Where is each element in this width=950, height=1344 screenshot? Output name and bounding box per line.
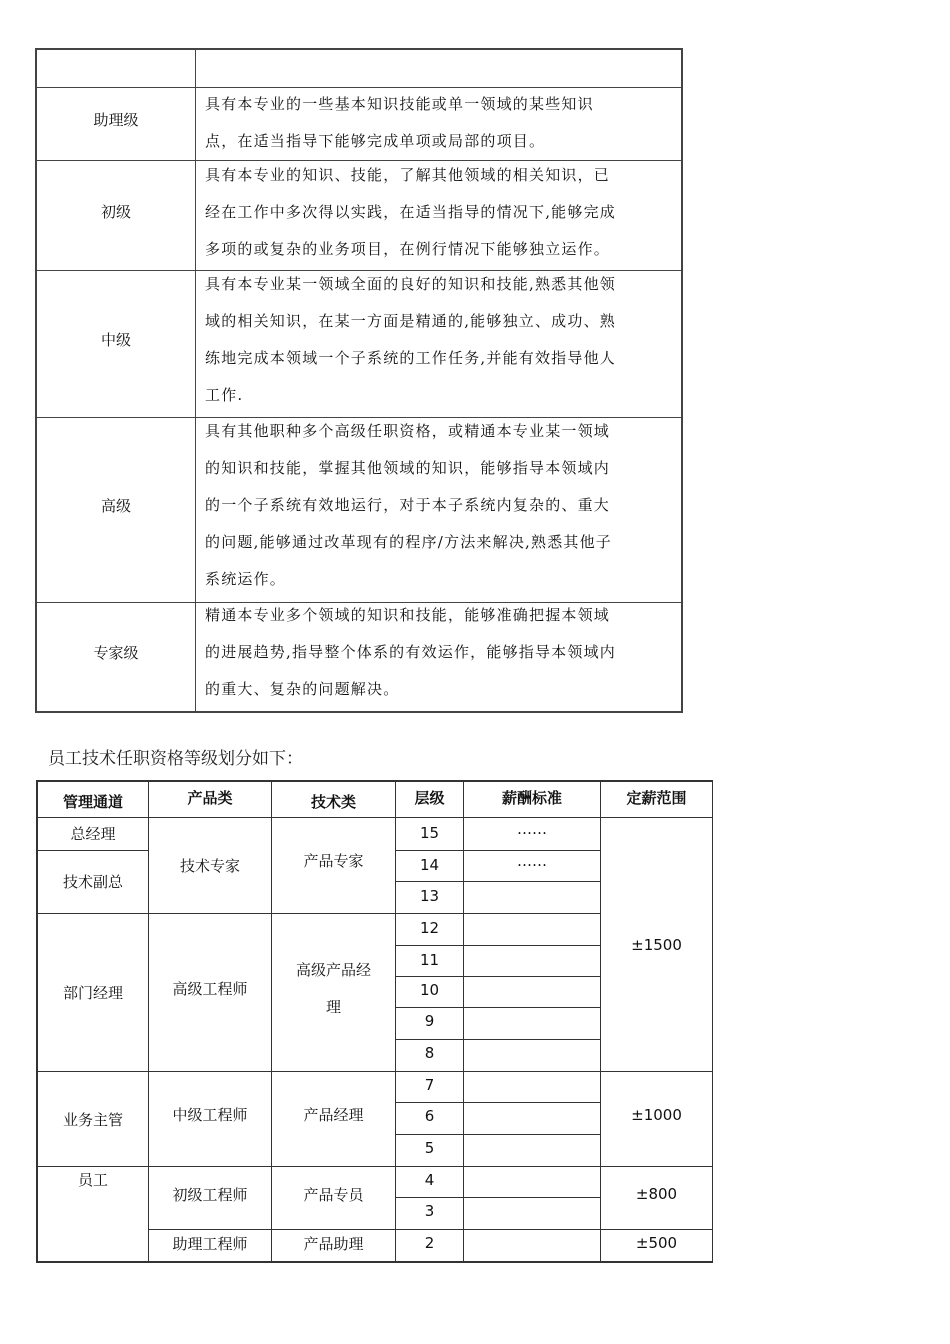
level-description [205,86,675,160]
level-label: 初级 [100,203,131,221]
description-line: 练地完成本领域一个子系统的工作任务,并能有效指导他人 [205,349,616,367]
mgmt-cell: 员工 [77,1171,108,1189]
row-divider [395,1102,600,1103]
row-divider [36,913,600,914]
description-line: 系统运作。 [205,570,287,588]
header-management-track: 管理通道 [62,793,123,811]
level-description [205,597,675,708]
product-cell: 高级工程师 [172,980,248,998]
level-number: 5 [424,1139,435,1157]
level-number: 3 [424,1202,435,1220]
level-number: 4 [424,1171,435,1189]
row-divider [395,976,600,977]
product-cell: 初级工程师 [172,1186,248,1204]
table-border [712,780,713,1263]
description-line: 多项的或复杂的业务项目，在例行情况下能够独立运作。 [205,240,611,258]
description-line: 的问题,能够通过改革现有的程序/方法来解决,熟悉其他子 [205,533,612,551]
salary-range-cell: ±500 [635,1234,678,1252]
product-cell: 技术专家 [179,857,240,875]
level-number: 7 [424,1076,435,1094]
level-number: 11 [419,951,440,969]
row-divider [395,881,600,882]
level-description [205,157,675,268]
description-line: 工作. [205,386,244,404]
product-cell: 中级工程师 [172,1106,248,1124]
level-label: 中级 [100,331,131,349]
level-description [205,413,675,598]
description-line: 的重大、复杂的问题解决。 [205,680,400,698]
row-divider [395,1039,600,1040]
row-divider [395,945,600,946]
row-divider [36,850,148,851]
row-divider [395,850,600,851]
description-line: 的知识和技能，掌握其他领域的知识，能够指导本领域内 [205,459,611,477]
row-divider [36,1071,713,1072]
row-divider [36,817,713,818]
mgmt-cell: 业务主管 [62,1111,123,1129]
tech-cell: 理 [325,998,341,1016]
description-line: 具有本专业某一领域全面的良好的知识和技能,熟悉其他领 [205,275,616,293]
table-border [36,1261,713,1263]
mgmt-cell: 总经理 [70,825,116,843]
tech-cell: 产品助理 [303,1235,364,1253]
level-label: 助理级 [93,111,139,129]
row-divider [395,1007,600,1008]
level-number: 13 [419,887,440,905]
level-number: 10 [419,981,440,999]
mgmt-cell: 技术副总 [62,873,123,891]
description-line: 具有本专业的一些基本知识技能或单一领域的某些知识 [205,95,594,113]
description-line: 经在工作中多次得以实践，在适当指导的情况下,能够完成 [205,203,616,221]
salary-range-cell: ±1000 [631,1106,682,1124]
level-number: 12 [419,919,440,937]
header-salary-standard: 薪酬标准 [501,789,562,807]
level-number: 14 [419,856,440,874]
description-line: 具有其他职种多个高级任职资格，或精通本专业某一领域 [205,422,611,440]
row-divider [395,1134,600,1135]
grade-salary-table [36,780,713,1263]
level-label: 高级 [100,497,131,515]
mgmt-cell: 部门经理 [62,984,123,1002]
description-line: 的一个子系统有效地运行，对于本子系统内复杂的、重大 [205,496,611,514]
salary-standard-cell: …… [517,852,547,870]
header-level: 层级 [414,789,445,807]
level-description [205,266,675,414]
description-line: 域的相关知识，在某一方面是精通的,能够独立、成功、熟 [205,312,616,330]
tech-cell: 高级产品经 [295,961,371,979]
description-line: 点，在适当指导下能够完成单项或局部的项目。 [205,132,546,150]
tech-cell: 产品经理 [303,1106,364,1124]
header-technical-track: 技术类 [310,793,356,811]
header-salary-range: 定薪范围 [626,789,687,807]
column-divider [195,50,196,711]
row-divider [148,1229,713,1230]
description-line: 精通本专业多个领域的知识和技能，能够准确把握本领域 [205,606,611,624]
description-line: 具有本专业的知识、技能，了解其他领域的相关知识，已 [205,166,611,184]
salary-range-cell: ±800 [635,1185,678,1203]
row-divider [395,1197,600,1198]
level-number: 9 [424,1012,435,1030]
salary-standard-cell: …… [517,820,547,838]
level-number: 6 [424,1107,435,1125]
description-line: 的进展趋势,指导整个体系的有效运作，能够指导本领域内 [205,643,616,661]
level-number: 2 [424,1234,435,1252]
tech-cell: 产品专员 [303,1186,364,1204]
table-border [36,780,713,782]
table-border [36,780,38,1263]
product-cell: 助理工程师 [172,1235,248,1253]
level-number: 8 [424,1044,435,1062]
tech-cell: 产品专家 [303,852,364,870]
salary-range-cell: ±1500 [631,936,682,954]
qualification-description-table [35,48,683,713]
header-product-track: 产品类 [187,789,233,807]
level-number: 15 [419,824,440,842]
table-caption: 员工技术任职资格等级划分如下： [48,749,303,769]
row-divider [36,1166,713,1167]
level-label: 专家级 [93,644,139,662]
